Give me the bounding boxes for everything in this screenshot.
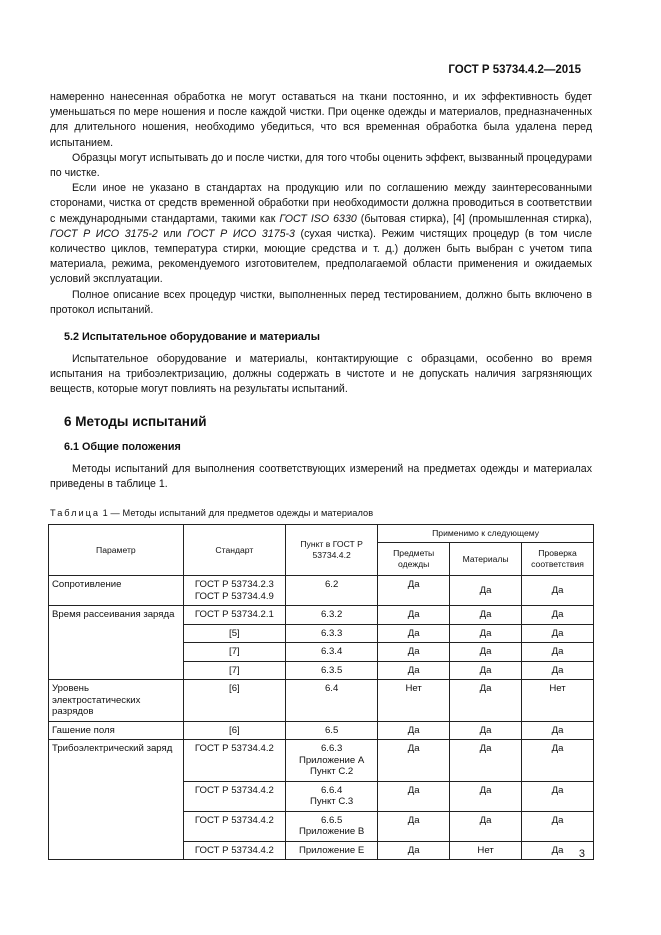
cell-materials: Да	[450, 781, 522, 811]
paragraph: намеренно нанесенная обработка не могут оставаться на ткани постоянно, и их эффективность будет уменьшаться по мере ношения и после каждой чистки. При оценке одежды и материалов, предназначенных для длительного ношения, необходимо убедиться, что вся временная обработка была удалена перед испытанием.	[50, 91, 592, 149]
methods-table	[48, 524, 594, 860]
cell-clothing: Да	[378, 661, 450, 680]
table-caption	[50, 508, 592, 518]
column-header: Материалы	[450, 543, 522, 576]
caption-text: 1 — Методы испытаний для предметов одежды и материалов	[100, 508, 374, 519]
column-header: Проверка соответствия	[522, 543, 594, 576]
paragraph	[50, 181, 592, 287]
cell-materials: Да	[450, 661, 522, 680]
cell-clause: 6.4	[286, 680, 378, 722]
cell-standard: ГОСТ Р 53734.4.2	[183, 740, 285, 782]
paragraph: Испытательное оборудование и материалы, контактирующие с образцами, особенно во время испытания на трибоэлектризацию, должны содержать в чистоте и не допускать наличия загрязняющих веществ, которые могут повлиять на результаты испытаний.	[50, 353, 592, 396]
column-header: Предметы одежды	[378, 543, 450, 576]
cell-conformity: Да	[522, 781, 594, 811]
text: или	[157, 227, 188, 240]
cell-clothing: Да	[378, 811, 450, 841]
cell-materials: Да	[450, 624, 522, 643]
standard-reference: ГОСТ Р ИСО 3175-3	[187, 227, 295, 240]
cell-parameter: Трибоэлектрический заряд	[49, 740, 184, 860]
text: (бытовая стирка), [4] (промышленная стирка),	[356, 212, 592, 225]
cell-conformity: Да	[522, 624, 594, 643]
cell-conformity: Нет	[522, 680, 594, 722]
cell-standard: [7]	[183, 643, 285, 662]
standard-reference: ГОСТ Р ИСО 3175-2	[50, 227, 158, 240]
column-header: Параметр	[49, 525, 184, 576]
cell-standard: ГОСТ Р 53734.4.2	[183, 781, 285, 811]
column-header: Пункт в ГОСТ Р 53734.4.2	[286, 525, 378, 576]
text: (сухая чистка). Режим чистящих процедур (в том числе количество циклов, температура стирки, моющие средства и т. д.) должен быть выбран с учетом типа материала, режима, рекомендуемого изготовителем, предполагаемой области применения и ожидаемых условий эксплуатации.	[50, 227, 593, 286]
cell-conformity: Да	[522, 740, 594, 782]
cell-materials: Да	[450, 606, 522, 625]
cell-clothing: Да	[378, 740, 450, 782]
column-header: Стандарт	[183, 525, 285, 576]
cell-materials: Да	[450, 811, 522, 841]
paragraph: Образцы могут испытывать до и после чистки, для того чтобы оценить эффект, вызванный процедурами по чистке.	[50, 151, 592, 180]
cell-clothing: Да	[378, 781, 450, 811]
cell-parameter: Время рассеивания заряда	[49, 606, 184, 680]
cell-standard: ГОСТ Р 53734.4.2	[183, 811, 285, 841]
section-heading: 6.1 Общие положения	[64, 440, 181, 453]
table-header-row	[49, 525, 594, 543]
cell-conformity: Да	[522, 576, 594, 606]
cell-conformity: Да	[522, 606, 594, 625]
cell-standard: [5]	[183, 624, 285, 643]
cell-clause: 6.3.3	[286, 624, 378, 643]
column-group-header: Применимо к следующему	[378, 525, 594, 543]
cell-parameter: Уровень электростатических разрядов	[49, 680, 184, 722]
cell-clothing: Да	[378, 841, 450, 860]
standard-reference: ГОСТ ISO 6330	[279, 212, 357, 225]
cell-materials: Нет	[450, 841, 522, 860]
document-header: ГОСТ Р 53734.4.2—2015	[448, 64, 581, 76]
cell-parameter: Гашение поля	[49, 721, 184, 740]
paragraph: Методы испытаний для выполнения соответствующих измерений на предметах одежды и материалах приведены в таблице 1.	[50, 462, 592, 490]
cell-clothing: Нет	[378, 680, 450, 722]
cell-materials: Да	[450, 680, 522, 722]
table-row	[49, 680, 594, 722]
caption-label: Таблица	[50, 508, 101, 519]
table-row	[49, 576, 594, 606]
cell-standard: ГОСТ Р 53734.4.2	[183, 841, 285, 860]
cell-standard: [6]	[183, 721, 285, 740]
cell-conformity: Да	[522, 661, 594, 680]
cell-materials: Да	[450, 576, 522, 606]
paragraph: Полное описание всех процедур чистки, выполненных перед тестированием, должно быть включено в протокол испытаний.	[50, 288, 592, 316]
cell-clause: 6.2	[286, 576, 378, 606]
table-row	[49, 740, 594, 782]
cell-conformity: Да	[522, 643, 594, 662]
cell-materials: Да	[450, 740, 522, 782]
cell-clothing: Да	[378, 606, 450, 625]
cell-standard: ГОСТ Р 53734.2.1	[183, 606, 285, 625]
cell-conformity: Да	[522, 841, 594, 860]
table-row	[49, 721, 594, 740]
cell-parameter: Сопротивление	[49, 576, 184, 606]
cell-clause: 6.6.3 Приложение А Пункт С.2	[286, 740, 378, 782]
cell-clothing: Да	[378, 576, 450, 606]
cell-conformity: Да	[522, 721, 594, 740]
cell-conformity: Да	[522, 811, 594, 841]
cell-clause: 6.5	[286, 721, 378, 740]
cell-materials: Да	[450, 721, 522, 740]
section-heading: 5.2 Испытательное оборудование и материалы	[64, 331, 320, 344]
cell-clause: 6.3.2	[286, 606, 378, 625]
cell-standard: [7]	[183, 661, 285, 680]
cell-clause: 6.6.4 Пункт С.3	[286, 781, 378, 811]
cell-clause: 6.6.5 Приложение В	[286, 811, 378, 841]
cell-clothing: Да	[378, 643, 450, 662]
cell-clause: Приложение Е	[286, 841, 378, 860]
table-row	[49, 606, 594, 625]
cell-clause: 6.3.5	[286, 661, 378, 680]
page-number: 3	[578, 848, 585, 860]
cell-standard: ГОСТ Р 53734.2.3 ГОСТ Р 53734.4.9	[183, 576, 285, 606]
cell-materials: Да	[450, 643, 522, 662]
cell-clothing: Да	[378, 624, 450, 643]
cell-standard: [6]	[183, 680, 285, 722]
section-heading: 6 Методы испытаний	[64, 413, 207, 429]
cell-clause: 6.3.4	[286, 643, 378, 662]
page-content	[50, 90, 592, 860]
cell-clothing: Да	[378, 721, 450, 740]
text: Если иное не указано в стандартах на продукцию или по соглашению между заинтересованными сторонами, чистка от средств временной обработки при необходимости должна проводиться в соответствии с международными стандартами, такими как	[50, 182, 592, 225]
